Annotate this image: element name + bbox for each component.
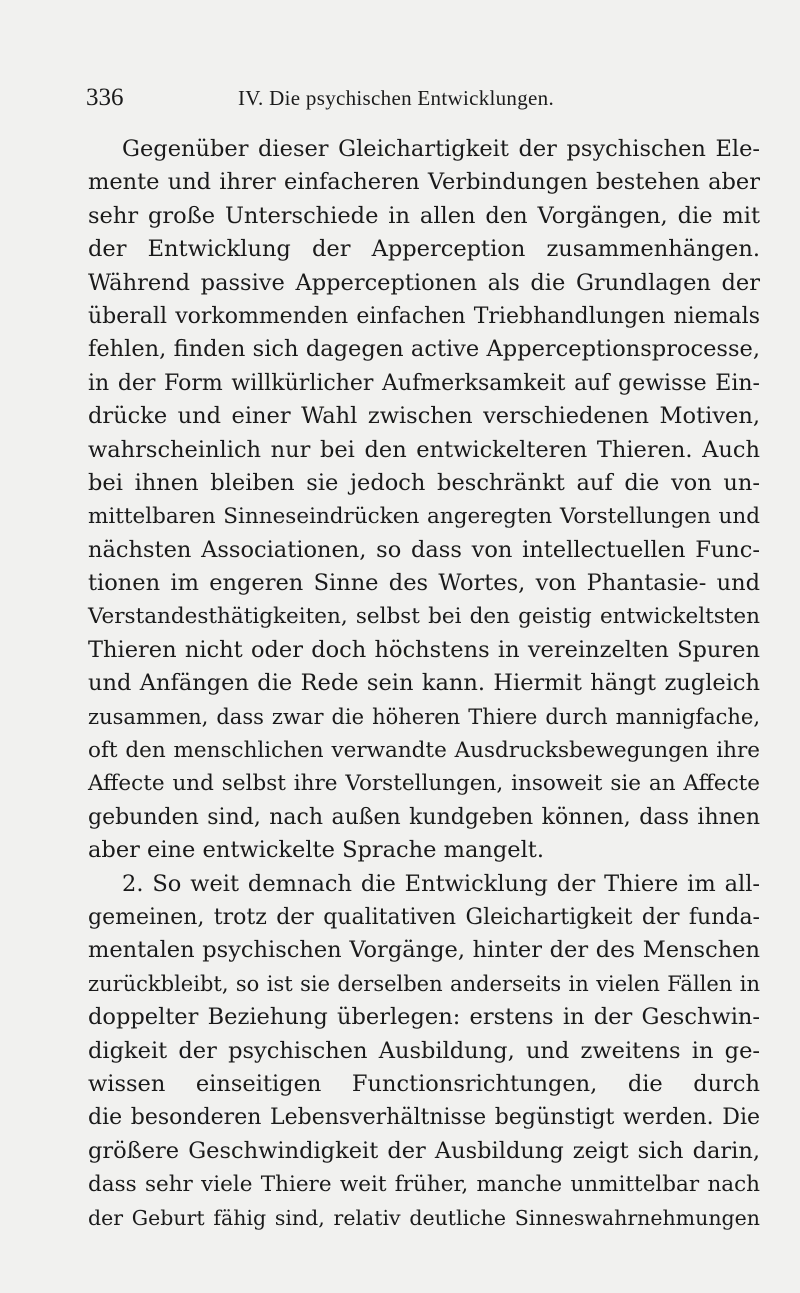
text-line: digkeit der psychischen Ausbildung, und zweitens in ge- bbox=[88, 1037, 760, 1064]
text-line: und Anfängen die Rede sein kann. Hiermit hängt zugleich bbox=[88, 670, 760, 697]
text-line: Affecte und selbst ihre Vorstellungen, insoweit sie an Affecte bbox=[88, 771, 760, 797]
text-line: mentalen psychischen Vorgänge, hinter der des Menschen bbox=[88, 937, 760, 964]
text-line: mente und ihrer einfacheren Verbindungen bestehen aber bbox=[88, 169, 760, 196]
text-line: größere Geschwindigkeit der Ausbildung zeigt sich darin, bbox=[88, 1137, 760, 1164]
text-line: der Entwicklung der Apperception zusammenhängen. bbox=[88, 236, 760, 263]
text-line: gemeinen, trotz der qualitativen Gleichartigkeit der funda- bbox=[88, 904, 760, 930]
text-line: Thieren nicht oder doch höchstens in vereinzelten Spuren bbox=[88, 636, 760, 663]
text-line: die besonderen Lebensverhältnisse begünstigt werden. Die bbox=[88, 1105, 760, 1131]
text-line: der Geburt fähig sind, relativ deutliche Sinneswahrnehmungen bbox=[88, 1205, 760, 1230]
text-line: überall vorkommenden einfachen Triebhandlungen niemals bbox=[88, 303, 760, 329]
text-line: nächsten Associationen, so dass von intellectuellen Func- bbox=[88, 536, 760, 563]
text-line: sehr große Unterschiede in allen den Vorgängen, die mit bbox=[88, 202, 760, 229]
text-line: drücke und einer Wahl zwischen verschiedenen Motiven, bbox=[88, 403, 760, 430]
page-number: 336 bbox=[86, 84, 124, 111]
text-line: wahrscheinlich nur bei den entwickelteren Thieren. Auch bbox=[88, 436, 760, 463]
text-line: Gegenüber dieser Gleichartigkeit der psychischen Ele- bbox=[122, 136, 760, 162]
text-line: dass sehr viele Thiere weit früher, manche unmittelbar nach bbox=[88, 1172, 760, 1198]
body-text bbox=[88, 133, 760, 1235]
text-line: Verstandesthätigkeiten, selbst bei den geistig entwickeltsten bbox=[88, 604, 760, 630]
text-line: 2. So weit demnach die Entwicklung der Thiere im all- bbox=[122, 870, 760, 897]
text-line: doppelter Beziehung überlegen: erstens in der Geschwin- bbox=[88, 1004, 760, 1031]
text-line: mittelbaren Sinneseindrücken angeregten Vorstellungen und bbox=[88, 504, 760, 530]
text-line: zurückbleibt, so ist sie derselben anderseits in vielen Fällen in bbox=[88, 971, 760, 996]
text-line: zusammen, dass zwar die höheren Thiere durch mannigfache, bbox=[88, 704, 760, 729]
text-line: oft den menschlichen verwandte Ausdrucksbewegungen ihre bbox=[88, 738, 760, 764]
text-line: Während passive Apperceptionen als die Grundlagen der bbox=[88, 269, 760, 296]
text-line: gebunden sind, nach außen kundgeben können, dass ihnen bbox=[88, 804, 760, 830]
text-line: fehlen, finden sich dagegen active Apperceptionsprocesse, bbox=[88, 336, 760, 363]
text-line: wissen einseitigen Functionsrichtungen, die durch bbox=[88, 1070, 760, 1097]
page-header bbox=[86, 78, 766, 118]
running-head: IV. Die psychischen Entwicklungen. bbox=[238, 86, 555, 110]
text-line: aber eine entwickelte Sprache mangelt. bbox=[88, 837, 544, 864]
text-line: bei ihnen bleiben sie jedoch beschränkt auf die von un- bbox=[88, 469, 760, 496]
text-line: in der Form willkürlicher Aufmerksamkeit auf gewisse Ein- bbox=[88, 370, 760, 396]
text-line: tionen im engeren Sinne des Wortes, von Phantasie- und bbox=[88, 570, 760, 597]
